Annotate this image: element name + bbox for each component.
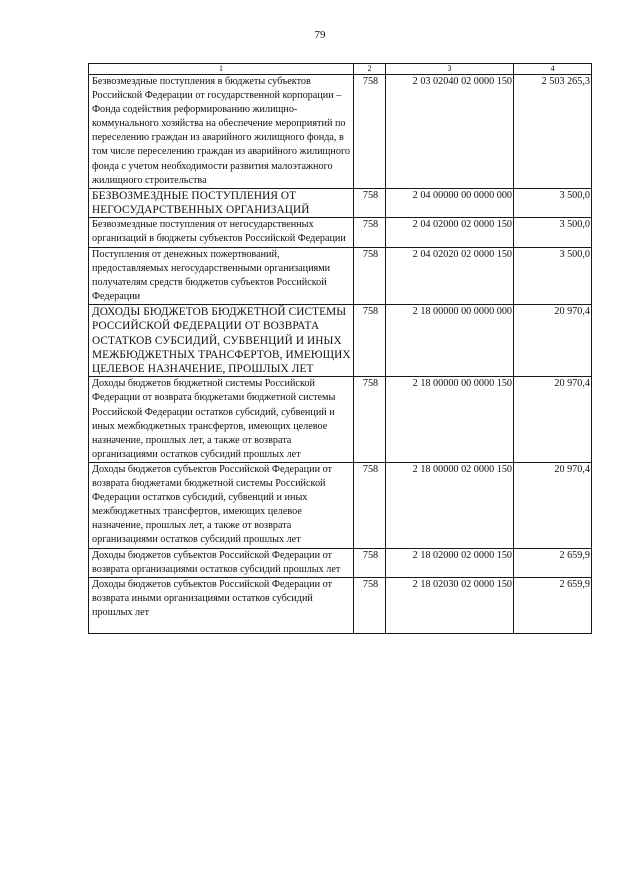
row-budget-code: 2 18 02030 02 0000 150	[386, 577, 514, 633]
row-budget-code: 2 03 02040 02 0000 150	[386, 75, 514, 189]
row-name: Доходы бюджетов субъектов Российской Федерации от возврата иными организациями остатков субсидий прошлых лет	[89, 577, 354, 633]
table-row	[89, 577, 592, 633]
table-row	[89, 377, 592, 463]
row-amount: 3 500,0	[514, 188, 592, 218]
row-admin-code: 758	[354, 548, 386, 577]
row-budget-code: 2 18 00000 00 0000 150	[386, 377, 514, 463]
column-header-4: 4	[514, 64, 592, 75]
row-amount: 2 659,9	[514, 548, 592, 577]
row-admin-code: 758	[354, 75, 386, 189]
row-name: Безвозмездные поступления в бюджеты субъектов Российской Федерации от государственной корпорации – Фонда содействия реформированию жилищно-коммунального хозяйства на обеспечение мероприятий по переселению граждан из аварийного жилищного фонда, в том числе переселению граждан из аварийного жилищного фонда с учетом необходимости развития малоэтажного жилищного строительства	[89, 75, 354, 189]
row-budget-code: 2 18 02000 02 0000 150	[386, 548, 514, 577]
row-amount: 20 970,4	[514, 377, 592, 463]
table-row	[89, 188, 592, 218]
row-name: Доходы бюджетов бюджетной системы Российской Федерации от возврата бюджетами бюджетной системы Российской Федерации остатков субсидий, субвенций и иных межбюджетных трансфертов, имеющих целевое назначение, прошлых лет, а также от возврата организациями остатков субсидий прошлых лет	[89, 377, 354, 463]
row-admin-code: 758	[354, 577, 386, 633]
page-number: 79	[314, 29, 326, 41]
table-row	[89, 247, 592, 304]
row-amount: 2 503 265,3	[514, 75, 592, 189]
table-header-row	[89, 64, 592, 75]
row-name: БЕЗВОЗМЕЗДНЫЕ ПОСТУПЛЕНИЯ ОТ НЕГОСУДАРСТВЕННЫХ ОРГАНИЗАЦИЙ	[89, 188, 354, 218]
row-admin-code: 758	[354, 218, 386, 247]
row-name: Безвозмездные поступления от негосударственных организаций в бюджеты субъектов Российской Федерации	[89, 218, 354, 247]
row-name: Доходы бюджетов субъектов Российской Федерации от возврата бюджетами бюджетной системы Российской Федерации остатков субсидий, субвенций и иных межбюджетных трансфертов, имеющих целевое назначение, прошлых лет, а также от возврата организациями остатков субсидий прошлых лет	[89, 462, 354, 548]
row-name: Поступления от денежных пожертвований, предоставляемых негосударственными организациями получателям средств бюджетов субъектов Российской Федерации	[89, 247, 354, 304]
table-row	[89, 462, 592, 548]
row-budget-code: 2 04 02020 02 0000 150	[386, 247, 514, 304]
row-name: Доходы бюджетов субъектов Российской Федерации от возврата организациями остатков субсидий прошлых лет	[89, 548, 354, 577]
row-amount: 2 659,9	[514, 577, 592, 633]
row-budget-code: 2 04 02000 02 0000 150	[386, 218, 514, 247]
row-admin-code: 758	[354, 188, 386, 218]
table-row	[89, 218, 592, 247]
budget-revenue-table	[88, 63, 592, 634]
column-header-3: 3	[386, 64, 514, 75]
row-amount: 20 970,4	[514, 304, 592, 376]
column-header-2: 2	[354, 64, 386, 75]
row-amount: 20 970,4	[514, 462, 592, 548]
row-budget-code: 2 18 00000 02 0000 150	[386, 462, 514, 548]
row-budget-code: 2 04 00000 00 0000 000	[386, 188, 514, 218]
row-admin-code: 758	[354, 304, 386, 376]
row-name: ДОХОДЫ БЮДЖЕТОВ БЮДЖЕТНОЙ СИСТЕМЫ РОССИЙСКОЙ ФЕДЕРАЦИИ ОТ ВОЗВРАТА ОСТАТКОВ СУБСИДИЙ, СУБВЕНЦИЙ И ИНЫХ МЕЖБЮДЖЕТНЫХ ТРАНСФЕРТОВ, ИМЕЮЩИХ ЦЕЛЕВОЕ НАЗНАЧЕНИЕ, ПРОШЛЫХ ЛЕТ	[89, 304, 354, 376]
row-admin-code: 758	[354, 377, 386, 463]
row-amount: 3 500,0	[514, 247, 592, 304]
column-header-1: 1	[89, 64, 354, 75]
row-amount: 3 500,0	[514, 218, 592, 247]
table-row	[89, 304, 592, 376]
row-budget-code: 2 18 00000 00 0000 000	[386, 304, 514, 376]
row-admin-code: 758	[354, 247, 386, 304]
table-row	[89, 548, 592, 577]
row-admin-code: 758	[354, 462, 386, 548]
table-row	[89, 75, 592, 189]
